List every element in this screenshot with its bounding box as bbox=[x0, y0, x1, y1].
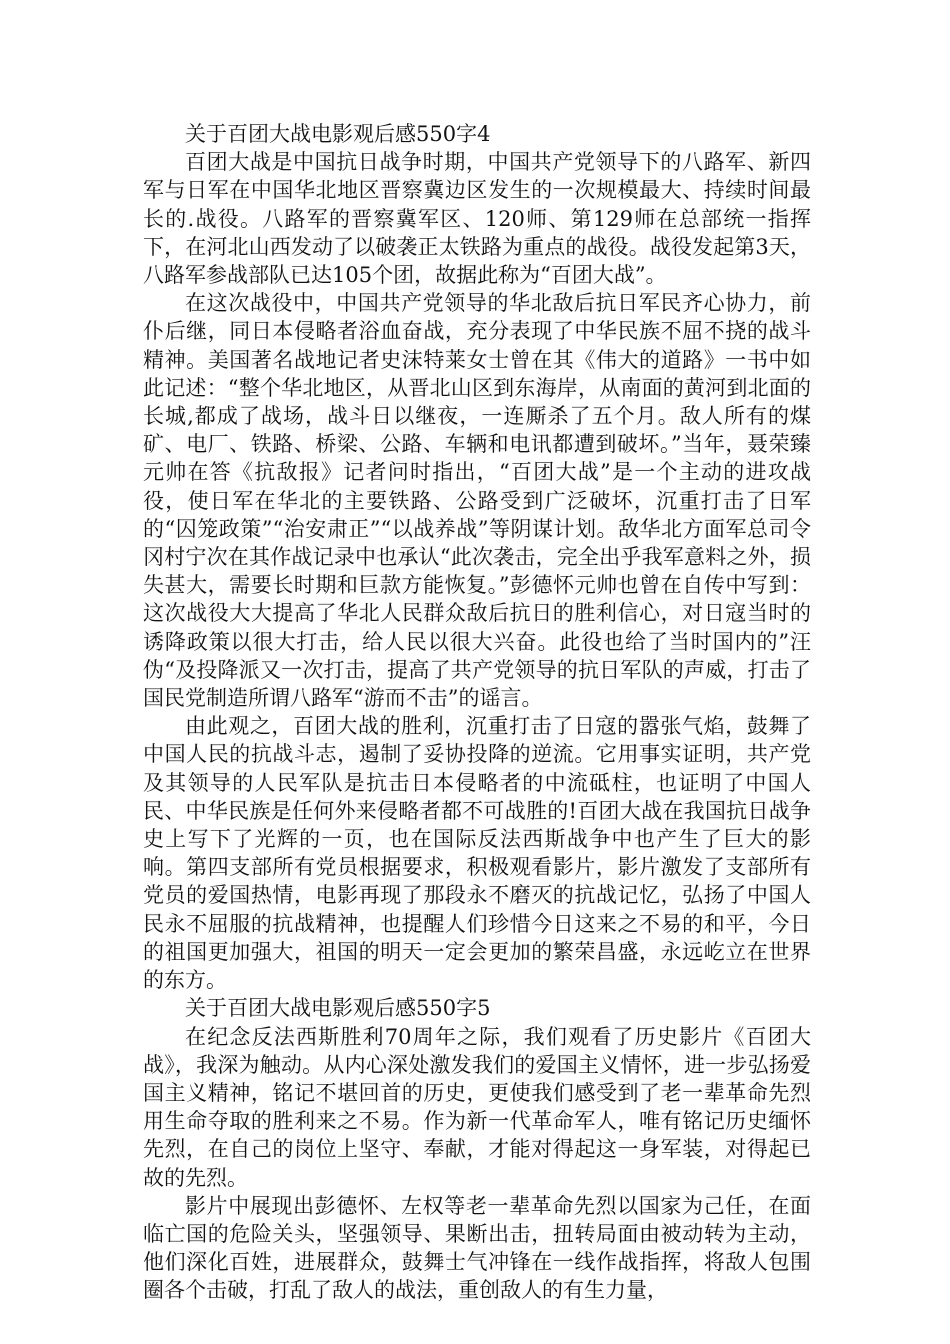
paragraph: 在纪念反法西斯胜利70周年之际，我们观看了历史影片《百团大战》，我深为触动。从内心深处激发我们的爱国主义情怀，进一步弘扬爱国主义精神，铭记不堪回首的历史，更使我们感受到了老一辈革命先烈用生命夺取的胜利来之不易。作为新一代革命军人，唯有铭记历史缅怀先烈，在自己的岗位上坚守、奉献，才能对得起这一身军装，对得起已故的先烈。 bbox=[143, 1024, 811, 1190]
section-heading: 关于百团大战电影观后感550字5 bbox=[185, 996, 491, 1021]
paragraph: 百团大战是中国抗日战争时期，中国共产党领导下的八路军、新四军与日军在中国华北地区晋察冀边区发生的一次规模最大、持续时间最长的.战役。八路军的晋察冀军区、120师、第129师在总部统一指挥下，在河北山西发动了以破袭正太铁路为重点的战役。战役发起第3天，八路军参战部队已达105个团，故据此称为“百团大战”。 bbox=[143, 150, 811, 288]
paragraph: 在这次战役中，中国共产党领导的华北敌后抗日军民齐心协力，前仆后继，同日本侵略者浴血奋战，充分表现了中华民族不屈不挠的战斗精神。美国著名战地记者史沫特莱女士曾在其《伟大的道路》一书中如此记述：“整个华北地区，从晋北山区到东海岸，从南面的黄河到北面的长城,都成了战场，战斗日以继夜，一连厮杀了五个月。敌人所有的煤矿、电厂、铁路、桥梁、公路、车辆和电讯都遭到破坏。”当年，聂荣臻元帅在答《抗敌报》记者问时指出，“百团大战”是一个主动的进攻战役，使日军在华北的主要铁路、公路受到广泛破坏，沉重打击了日军的“囚笼政策”“治安肃正”“以战养战”等阴谋计划。敌华北方面军总司令冈村宁次在其作战记录中也承认“此次袭击，完全出乎我军意料之外，损失甚大，需要长时期和巨款方能恢复。”彭德怀元帅也曾在自传中写到：这次战役大大提高了华北人民群众敌后抗日的胜利信心，对日寇当时的诱降政策以很大打击，给人民以很大兴奋。此役也给了当时国内的”汪伪“及投降派又一次打击，提高了共产党领导的抗日军队的声威，打击了国民党制造所谓八路军“游而不击”的谣言。 bbox=[143, 291, 811, 711]
paragraph: 由此观之，百团大战的胜利，沉重打击了日寇的嚣张气焰，鼓舞了中国人民的抗战斗志，遏制了妥协投降的逆流。它用事实证明，共产党及其领导的人民军队是抗击日本侵略者的中流砥柱，也证明了中国人民、中华民族是任何外来侵略者都不可战胜的!百团大战在我国抗日战争史上写下了光辉的一页，也在国际反法西斯战争中也产生了巨大的影响。第四支部所有党员根据要求，积极观看影片，影片激发了支部所有党员的爱国热情，电影再现了那段永不磨灭的抗战记忆，弘扬了中国人民永不屈服的抗战精神，也提醒人们珍惜今日这来之不易的和平，今日的祖国更加强大，祖国的明天一定会更加的繁荣昌盛，永远屹立在世界的东方。 bbox=[143, 714, 811, 993]
paragraph: 影片中展现出彭德怀、左权等老一辈革命先烈以国家为己任，在面临亡国的危险关头，坚强领导、果断出击，扭转局面由被动转为主动，他们深化百姓，进展群众，鼓舞士气冲锋在一线作战指挥，将敌人包围圈各个击破，打乱了敌人的战法，重创敌人的有生力量， bbox=[143, 1193, 811, 1303]
section-heading: 关于百团大战电影观后感550字4 bbox=[185, 122, 491, 146]
article-body bbox=[143, 120, 811, 1305]
